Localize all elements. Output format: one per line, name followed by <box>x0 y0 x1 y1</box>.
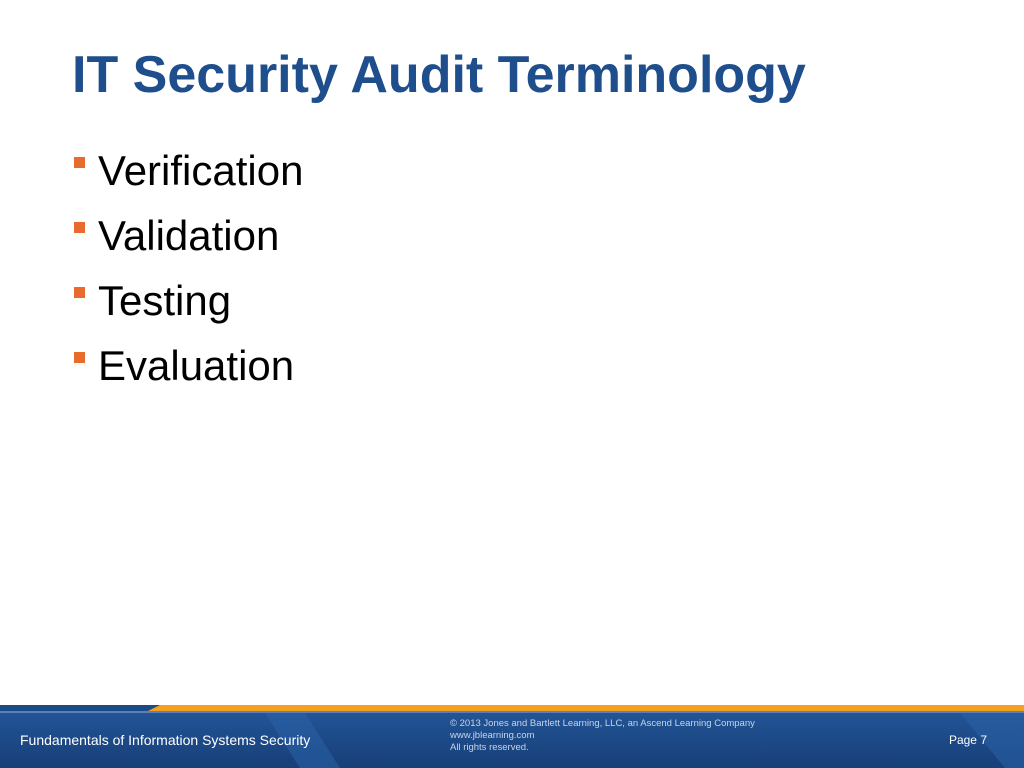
page-number: Page 7 <box>948 733 987 747</box>
slide-footer <box>0 705 1024 768</box>
bullet-list <box>74 143 303 403</box>
square-bullet-icon <box>74 157 85 168</box>
bullet-item-validation <box>74 208 303 273</box>
course-title: Fundamentals of Information Systems Security <box>20 732 311 748</box>
website-text: www.jblearning.com <box>450 730 535 741</box>
copyright-line: © 2013 Jones and Bartlett Learning, LLC, an Ascend Learning Company <box>450 718 755 729</box>
square-bullet-icon <box>74 352 85 363</box>
slide-title: IT Security Audit Terminology <box>72 46 806 104</box>
square-bullet-icon <box>74 222 85 233</box>
bullet-text: Evaluation <box>98 342 295 389</box>
bullet-text: Validation <box>98 212 280 259</box>
bullet-item-evaluation <box>74 338 303 403</box>
bullet-item-verification <box>74 143 303 208</box>
bullet-text: Verification <box>98 147 304 194</box>
rights-text: All rights reserved. <box>450 742 529 753</box>
copyright-block <box>450 718 755 754</box>
square-bullet-icon <box>74 287 85 298</box>
bullet-item-testing <box>74 273 303 338</box>
bullet-text: Testing <box>98 277 232 324</box>
